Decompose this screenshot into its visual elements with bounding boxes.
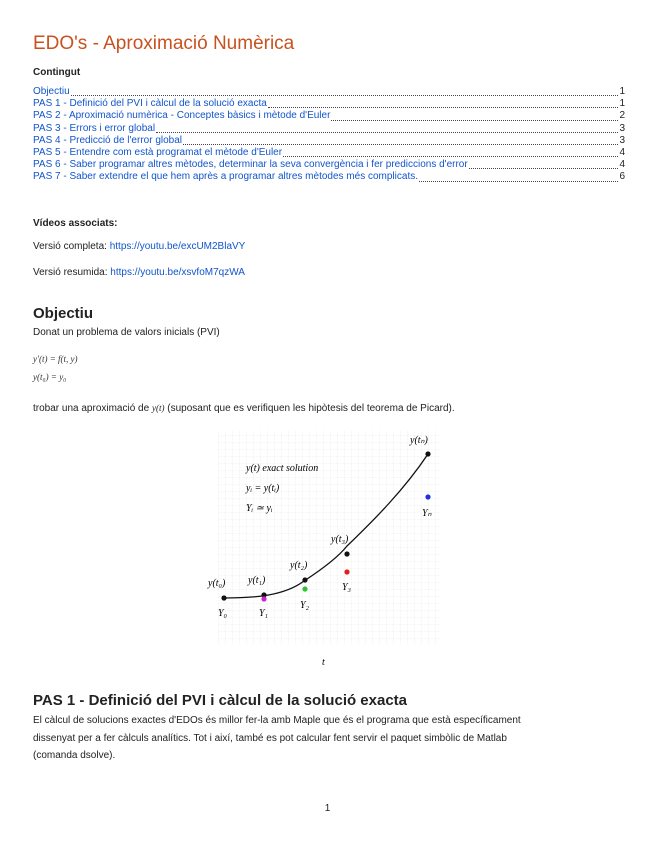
pas1-paragraph [33,712,623,765]
toc-leader [183,144,618,145]
video-summary-line [33,267,245,278]
toc-entry[interactable] [33,135,625,147]
objectiu-text-after: (suposant que es verifiquen les hipòtesis del teorema de Picard). [167,403,455,414]
toc-entry-label[interactable]: PAS 2 - Aproximació numèrica - Conceptes bàsics i mètode d'Euler [33,110,331,122]
legend-exact-values: yᵢ = y(tᵢ) [246,483,280,494]
pas1-heading: PAS 1 - Definició del PVI i càlcul de la solució exacta [33,692,408,709]
point-Yn [425,494,430,499]
toc-entry-label[interactable]: PAS 3 - Errors i error global [33,122,156,134]
label-Y1: Y₁ [259,608,269,619]
label-y-t1: y(t₁) [248,575,266,586]
point-y3 [344,551,349,556]
label-Yn: Yₙ [422,508,432,519]
point-yn [425,451,430,456]
toc-leader [71,95,619,96]
toc-heading: Contingut [33,67,81,78]
label-Y2: Y₂ [300,600,310,611]
videos-heading: Vídeos associats: [33,218,118,229]
toc-entry-label[interactable]: PAS 1 - Definició del PVI i càlcul de la solució exacta [33,98,267,110]
point-Y3 [344,569,349,574]
video-summary-link[interactable]: https://youtu.be/xsvfoM7qzWA [110,267,245,278]
label-Y3: Y₃ [342,582,352,593]
label-y-t0: y(t₀) [208,578,226,589]
toc-entry[interactable] [33,171,625,183]
axis-label-t: t [322,657,325,668]
toc-entry-label[interactable]: Objectiu [33,86,70,97]
toc-entry-page: 6 [619,171,625,183]
objectiu-text [33,400,623,418]
toc-entry-label[interactable]: PAS 4 - Predicció de l'error global [33,134,183,146]
point-Y1 [261,596,266,601]
document-title: EDO's - Aproximació Numèrica [33,33,295,54]
toc-entry-page: 4 [619,147,625,159]
toc-entry[interactable] [33,110,625,122]
toc-entry-label[interactable]: PAS 6 - Saber programar altres mètodes, determinar la seva convergència i fer prediccions d'error [33,159,468,171]
toc-entry-page: 3 [619,122,625,134]
point-Y2 [302,586,307,591]
equation-initial-condition: y(t₀) = y₀ [33,372,67,382]
label-y-t3: y(t₃) [331,534,349,545]
toc-leader [156,132,618,133]
toc-leader [331,120,618,121]
video-complete-link[interactable]: https://youtu.be/excUM2BlaVY [109,241,246,252]
legend-exact-solution: y(t) exact solution [246,463,319,474]
toc-entry-page: 1 [619,86,625,97]
page-number: 1 [324,803,331,814]
toc-leader [469,168,619,169]
pas1-line: El càlcul de solucions exactes d'EDOs és millor fer-la amb Maple que és el programa que està específicament [33,715,521,726]
toc-entry[interactable] [33,147,625,159]
toc-leader [268,107,619,108]
toc-entry-page: 3 [619,134,625,146]
toc-leader [283,156,618,157]
point-y0 [221,595,226,600]
label-y-t2: y(t₂) [290,560,308,571]
objectiu-heading: Objectiu [33,305,94,322]
equation-ode: y′(t) = f(t, y) [33,354,78,364]
toc-entry[interactable] [33,86,625,98]
legend-approximation: Yᵢ ≃ yᵢ [246,503,273,514]
objectiu-text-before: trobar una aproximació de [33,403,150,414]
objectiu-text-var: y(t) [151,403,165,413]
toc-entry-page: 4 [619,159,625,171]
table-of-contents [33,86,625,184]
label-Y0: Y₀ [218,608,228,619]
label-y-tn: y(tₙ) [410,435,428,446]
toc-entry-page: 1 [619,98,625,110]
pas1-line: dissenyat per a fer càlculs analítics. Tot i així, també es pot calcular fent servir el paquet simbòlic de Matlab [33,732,507,744]
toc-entry[interactable] [33,98,625,110]
toc-entry[interactable] [33,123,625,135]
video-summary-label: Versió resumida: [33,267,108,278]
video-complete-label: Versió completa: [33,241,107,252]
toc-leader [419,181,618,182]
toc-entry-label[interactable]: PAS 7 - Saber extendre el que hem après a programar altres mètodes més complicats. [33,171,418,183]
video-complete-line [33,241,245,252]
toc-entry[interactable] [33,159,625,171]
objectiu-intro: Donat un problema de valors inicials (PVI) [33,327,220,338]
euler-approximation-figure [204,428,444,668]
toc-entry-page: 2 [619,110,625,122]
point-y2 [302,577,307,582]
pas1-line: (comanda dsolve). [33,750,116,761]
toc-entry-label[interactable]: PAS 5 - Entendre com està programat el mètode d'Euler [33,147,283,159]
